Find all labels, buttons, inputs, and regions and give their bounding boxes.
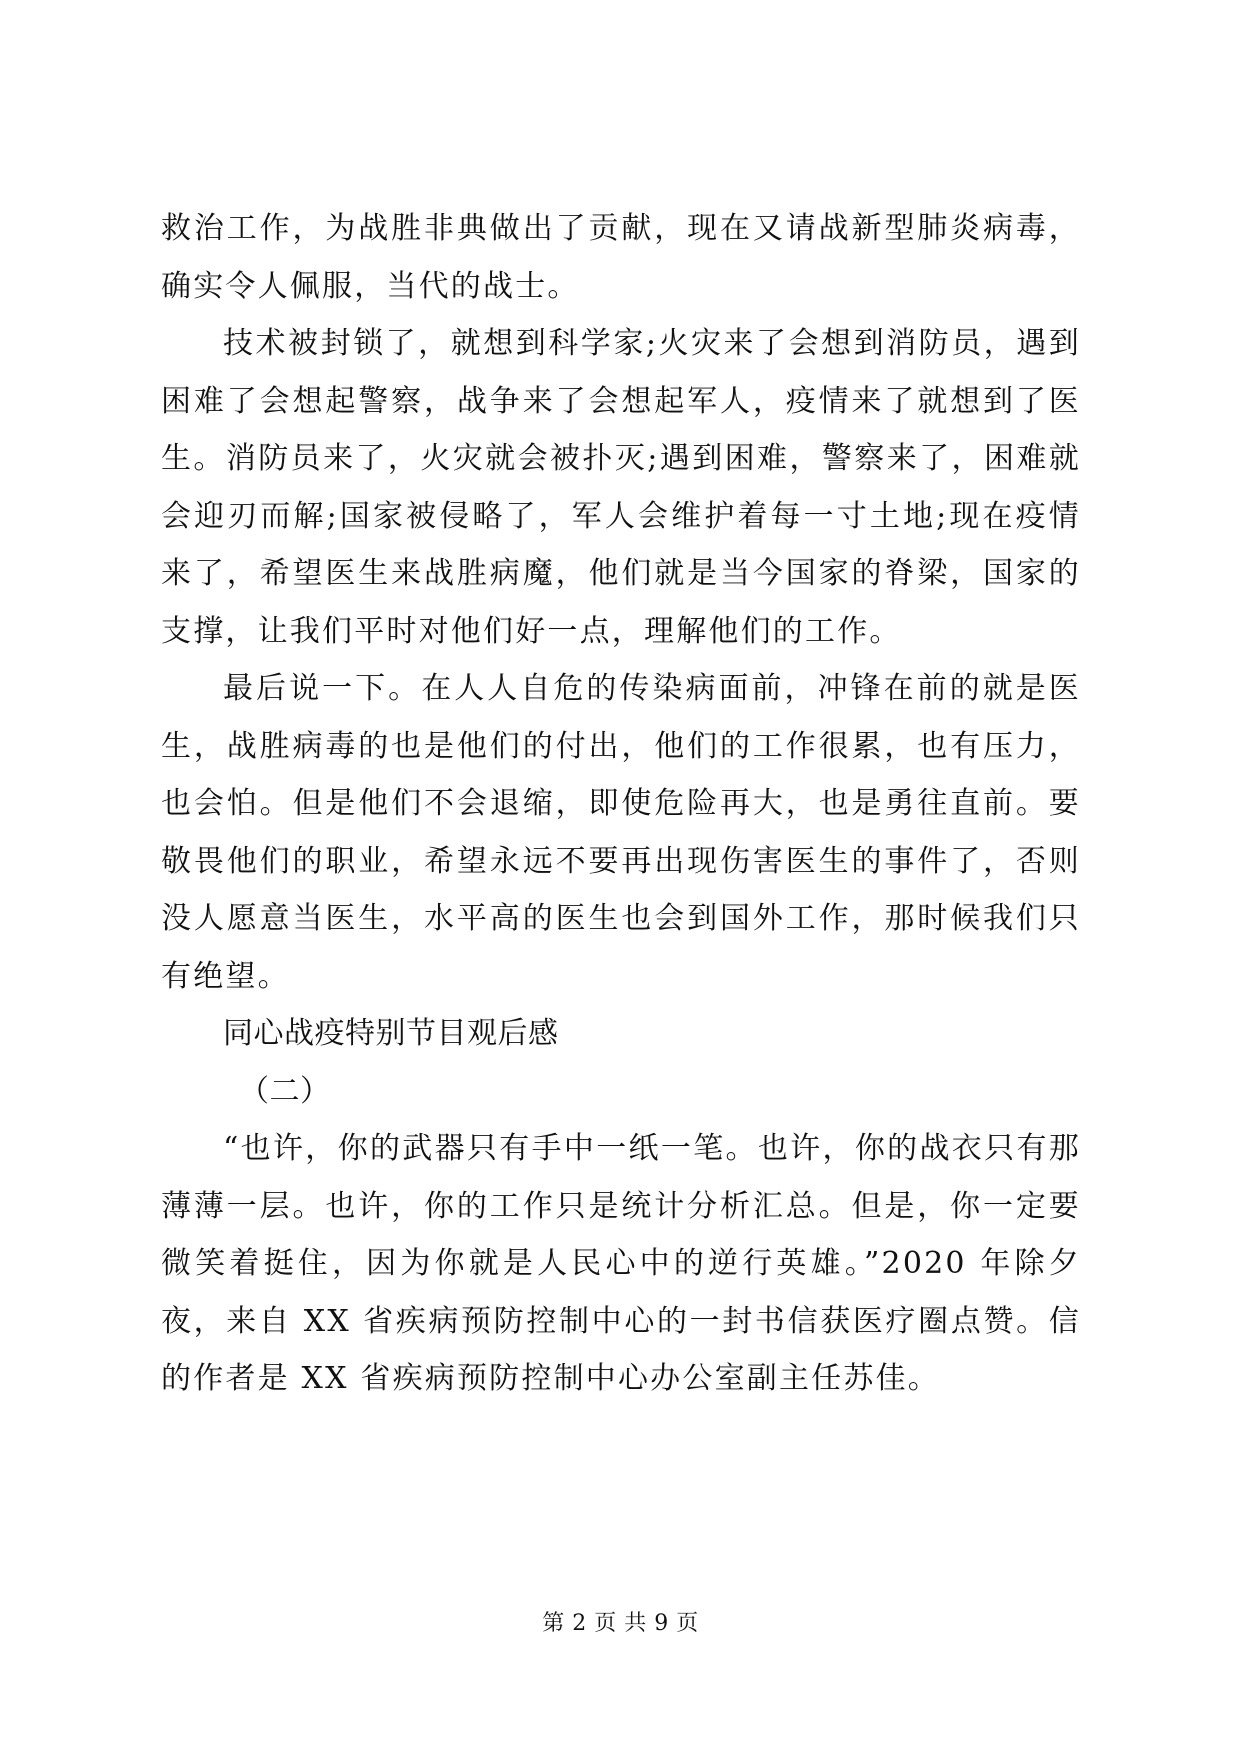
document-body <box>161 200 1081 1408</box>
page-footer <box>0 1606 1241 1637</box>
page-number-label: 第 2 页 共 9 页 <box>542 1611 699 1636</box>
paragraph-technology: 技术被封锁了，就想到科学家;火灾来了会想到消防员，遇到困难了会想起警察，战争来了会想起军人，疫情来了就想到了医生。消防员来了，火灾就会被扑灭;遇到困难，警察来了，困难就会迎刃而解;国家被侵略了，军人会维护着每一寸土地;现在疫情来了，希望医生来战胜病魔，他们就是当今国家的脊梁，国家的支撑，让我们平时对他们好一点，理解他们的工作。 <box>161 326 1081 649</box>
paragraph-letter: “也许，你的武器只有手中一纸一笔。也许，你的战衣只有那薄薄一层。也许，你的工作只是统计分析汇总。但是，你一定要微笑着挺住，因为你就是人民心中的逆行英雄。”2020 年除夕夜，来自 XX 省疾病预防控制中心的一封书信获医疗圈点赞。信的作者是 XX 省疾病预防控制中心办公室副主任苏佳。 <box>161 1131 1081 1396</box>
paragraph-continuation: 救治工作，为战胜非典做出了贡献，现在又请战新型肺炎病毒，确实令人佩服，当代的战士。 <box>161 211 1081 304</box>
section-title: 同心战疫特别节目观后感 <box>223 1016 559 1051</box>
section-number: （二） <box>239 1073 331 1109</box>
paragraph-finally: 最后说一下。在人人自危的传染病面前，冲锋在前的就是医生，战胜病毒的也是他们的付出，他们的工作很累，也有压力，也会怕。但是他们不会退缩，即使危险再大，也是勇往直前。要敬畏他们的职业，希望永远不要再出现伤害医生的事件了，否则没人愿意当医生，水平高的医生也会到国外工作，那时候我们只有绝望。 <box>161 671 1081 994</box>
